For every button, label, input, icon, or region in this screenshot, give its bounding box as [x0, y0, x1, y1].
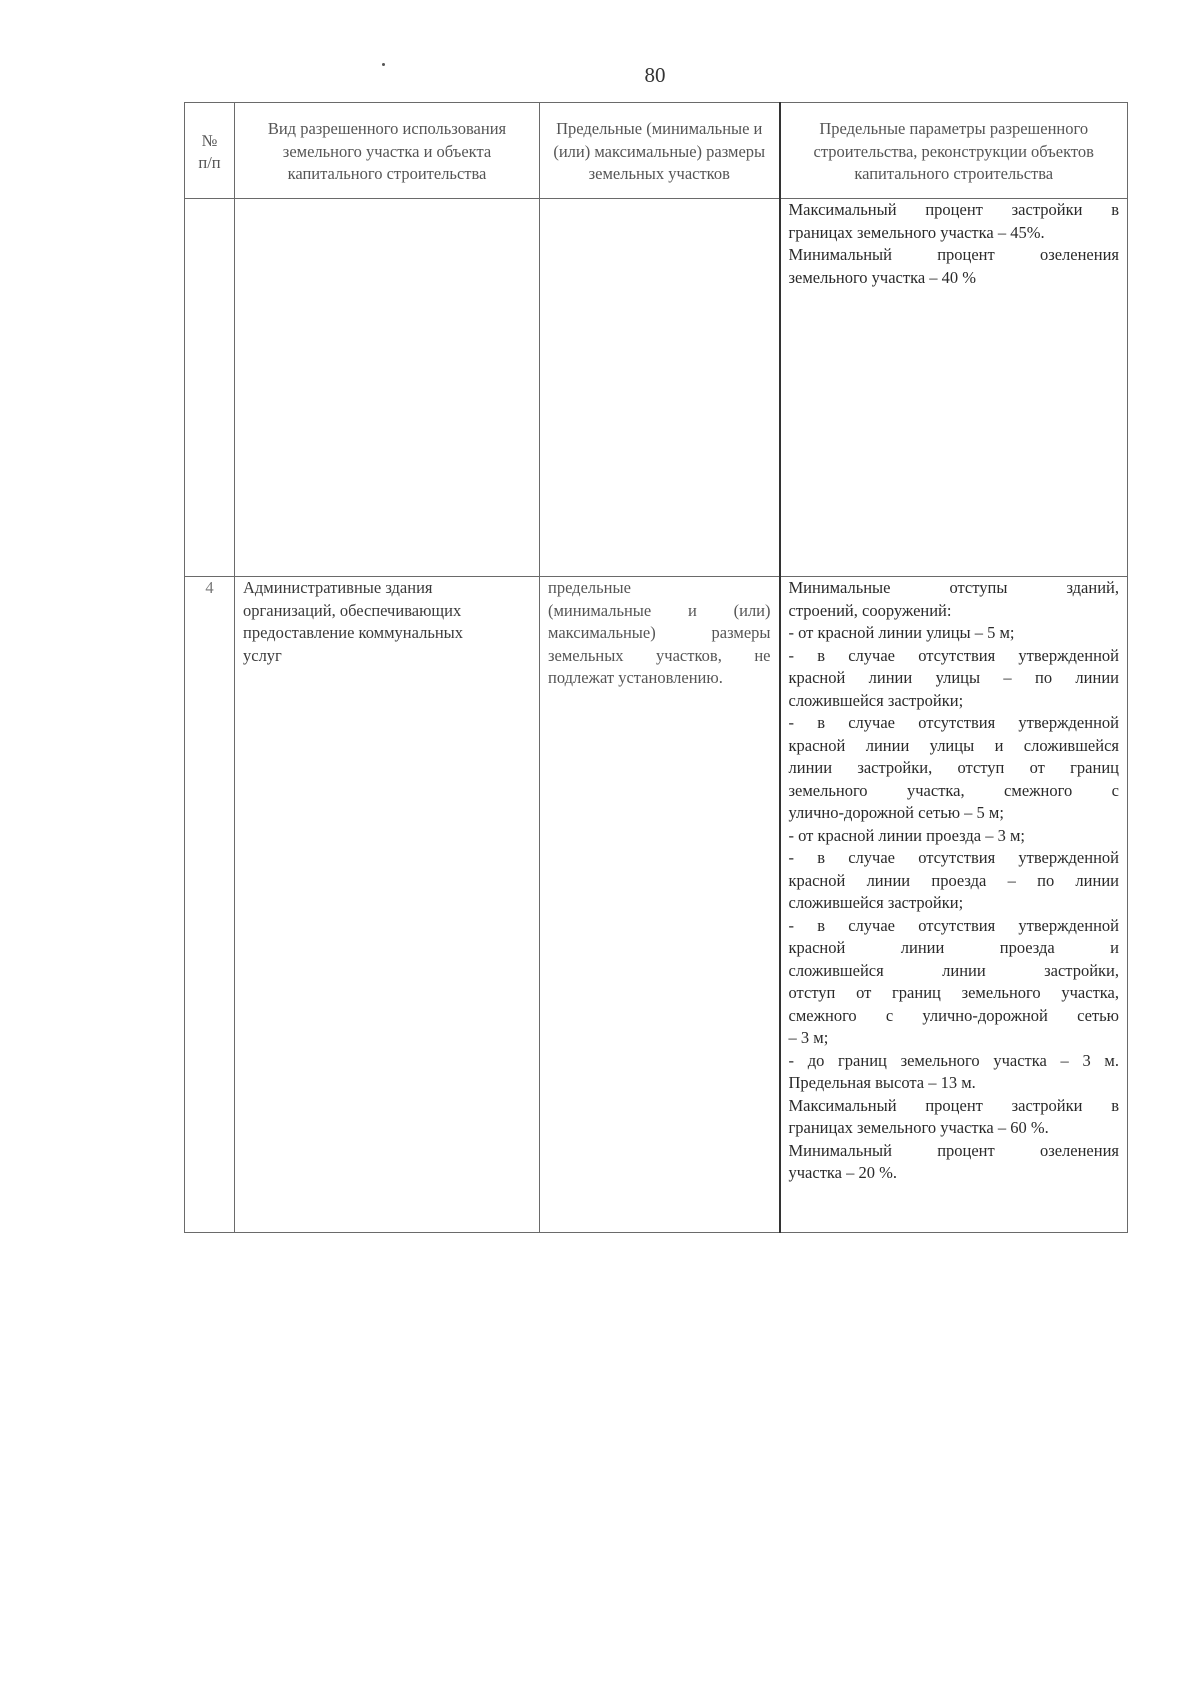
table-row — [185, 199, 1128, 577]
param-line: Максимальный процент застройки в — [788, 200, 1119, 219]
construction-params-cell — [780, 577, 1128, 1233]
param-line: красной линии улицы – по линии — [788, 668, 1119, 687]
size-line: максимальные) размеры — [548, 623, 771, 642]
param-line: - в случае отсутствия утвержденной — [788, 713, 1119, 732]
param-line: сложившейся линии застройки, — [788, 960, 1119, 980]
plot-size-cell — [540, 199, 780, 577]
param-line: - от красной линии проезда – 3 м; — [788, 825, 1026, 845]
header-plot-sizes: Предельные (минимальные и (или) максимальные) размеры земельных участков — [540, 103, 780, 199]
size-line: предельные — [548, 578, 631, 597]
param-line: - в случае отсутствия утвержденной — [788, 915, 1119, 935]
param-line: – 3 м; — [788, 1028, 829, 1047]
param-line: красной линии улицы и сложившейся — [788, 735, 1119, 755]
scan-speck — [382, 63, 385, 66]
header-permitted-use: Вид разрешенного использования земельного участка и объекта капитального строительства — [235, 103, 540, 199]
use-line: предоставление коммунальных — [243, 623, 464, 642]
param-line: смежного с улично-дорожной сетью — [788, 1005, 1119, 1025]
use-line: Административные здания — [243, 578, 433, 597]
use-line: услуг — [243, 645, 282, 665]
plot-size-cell — [540, 577, 780, 1233]
param-line: Максимальный процент застройки в — [788, 1095, 1119, 1115]
param-line: строений, сооружений: — [788, 600, 952, 620]
size-line: подлежат установлению. — [548, 668, 723, 687]
param-line: Минимальный процент озеленения — [788, 1140, 1119, 1160]
param-line: линии застройки, отступ от границ — [788, 758, 1119, 777]
param-line: - от красной линии улицы – 5 м; — [788, 623, 1015, 642]
param-line: красной линии проезда – по линии — [788, 870, 1119, 890]
param-line: - в случае отсутствия утвержденной — [788, 848, 1119, 867]
permitted-use-cell — [235, 199, 540, 577]
header-number — [185, 103, 235, 199]
row-number-cell: 4 — [185, 577, 235, 1233]
construction-params-cell — [780, 199, 1128, 577]
row-number-cell — [185, 199, 235, 577]
size-line: (минимальные и (или) — [548, 600, 771, 620]
param-line: Предельная высота – 13 м. — [788, 1073, 976, 1092]
land-use-table — [184, 102, 1128, 1233]
param-line: границах земельного участка – 60 %. — [788, 1118, 1049, 1137]
param-line: красной линии проезда и — [788, 938, 1119, 957]
page-number: 80 — [644, 63, 666, 87]
header-number-abbr: п/п — [198, 153, 221, 172]
param-line: улично-дорожной сетью – 5 м; — [788, 803, 1004, 822]
param-line: Минимальные отступы зданий, — [788, 578, 1119, 597]
size-line: земельных участков, не — [548, 645, 771, 665]
header-construction-params: Предельные параметры разрешенного строительства, реконструкции объектов капитального строительства — [780, 103, 1128, 199]
param-line: - в случае отсутствия утвержденной — [788, 645, 1119, 665]
permitted-use-cell — [235, 577, 540, 1233]
param-line: границах земельного участка – 45%. — [788, 222, 1045, 242]
param-line: Минимальный процент озеленения — [788, 245, 1119, 264]
param-line: земельного участка – 40 % — [788, 267, 977, 287]
table-row — [185, 577, 1128, 1233]
table-header-row — [185, 103, 1128, 199]
param-line: сложившейся застройки; — [788, 690, 964, 710]
header-number-sign: № — [201, 130, 218, 150]
use-line: организаций, обеспечивающих — [243, 600, 462, 620]
param-line: земельного участка, смежного с — [788, 780, 1119, 800]
param-line: участка – 20 %. — [788, 1163, 897, 1182]
param-line: отступ от границ земельного участка, — [788, 983, 1119, 1002]
param-line: сложившейся застройки; — [788, 893, 964, 912]
param-line: - до границ земельного участка – 3 м. — [788, 1050, 1119, 1070]
